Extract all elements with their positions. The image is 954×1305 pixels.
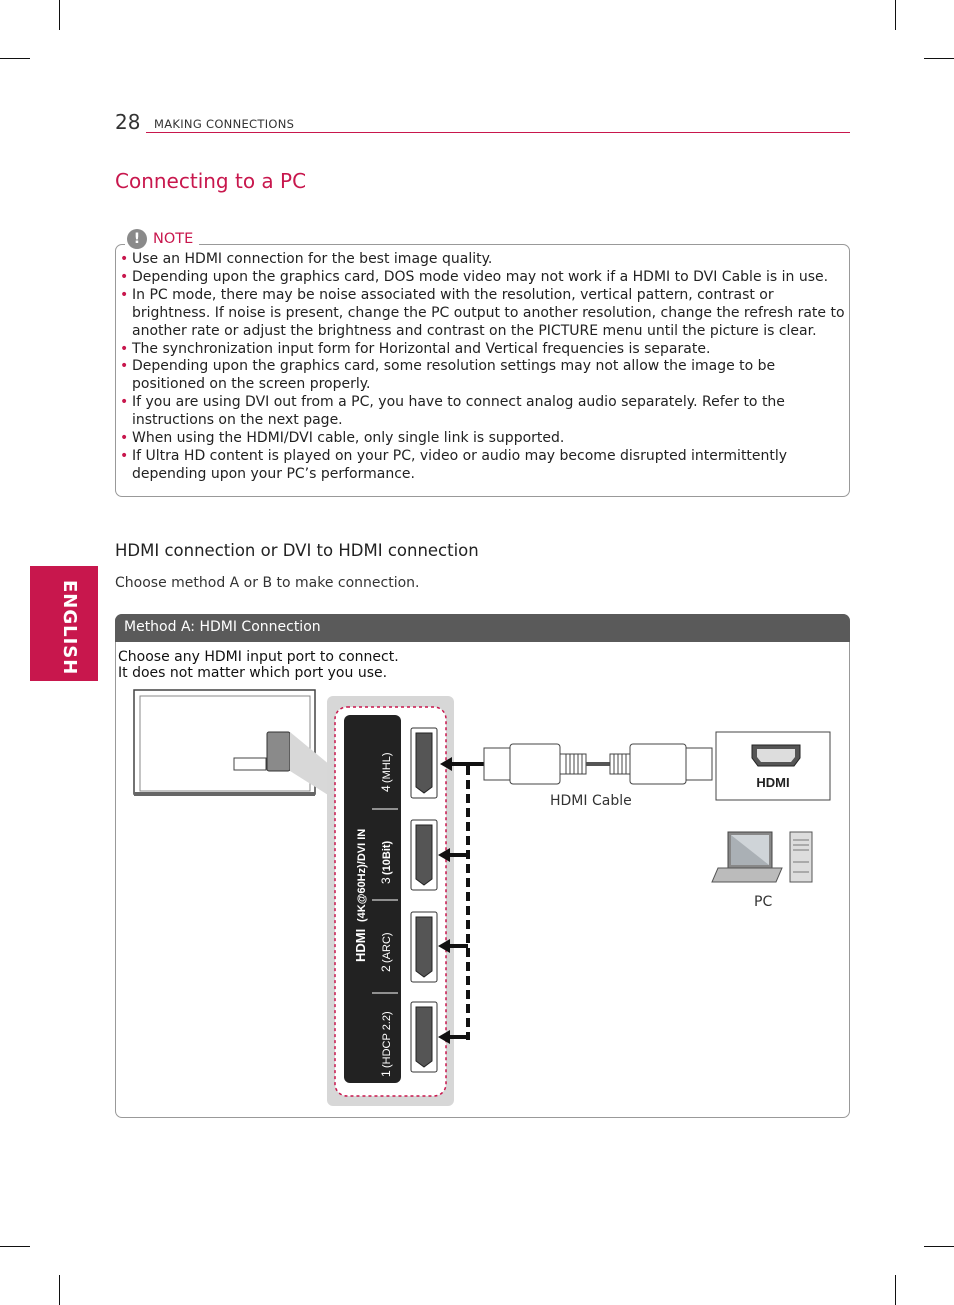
bullet-icon: • [120, 286, 129, 303]
page-title: Connecting to a PC [115, 169, 307, 193]
bullet-icon: • [120, 340, 129, 357]
hdmi-port-2[interactable] [411, 912, 437, 982]
section-name: MAKING CONNECTIONS [154, 117, 295, 131]
bullet-icon: • [120, 394, 129, 411]
panel-hdmi-logo: HDMI [353, 928, 368, 962]
note-item-text: In PC mode, there may be noise associated with the resolution, vertical pattern, contrast or brightness. If noise is present, change the PC output to another resolution, change the refresh rate to another rate or adjust the brightness and contrast on the PICTURE menu until the picture is clear. [132, 286, 845, 339]
tv-back [134, 690, 315, 796]
pc-label: PC [754, 894, 773, 910]
note-item-text: The synchronization input form for Horizontal and Vertical frequencies is separate. [132, 340, 711, 357]
note-item-text: If you are using DVI out from a PC, you have to connect analog audio separately. Refer to the instructions on the next page. [132, 394, 785, 429]
cable-label: HDMI Cable [550, 793, 632, 809]
pc-hdmi-port[interactable] [716, 732, 830, 800]
hdmi-cable [484, 744, 712, 784]
port-number: 1 [379, 1070, 393, 1077]
port-number: 2 [379, 965, 393, 972]
note-item-text: Use an HDMI connection for the best image quality. [132, 251, 493, 267]
port-number: 4 [379, 785, 393, 792]
pc-icon [712, 832, 812, 882]
port-number: 3 [379, 877, 393, 884]
port-label: (10Bit) [381, 840, 393, 875]
bullet-icon: • [120, 447, 129, 464]
note-label: NOTE [153, 231, 194, 247]
port-label: (HDCP 2.2) [381, 1011, 393, 1068]
language-tab-label: ENGLISH [59, 580, 80, 676]
note-item-text: Depending upon the graphics card, DOS mode video may not work if a HDMI to DVI Cable is in use. [132, 268, 829, 285]
panel-label: (4K@60Hz)/DVI IN [356, 828, 368, 922]
exclamation-icon: ! [127, 229, 147, 249]
bullet-icon: • [120, 358, 129, 375]
bullet-icon: • [120, 430, 129, 447]
hdmi-port-3[interactable] [411, 820, 437, 890]
note-item-text: If Ultra HD content is played on your PC, video or audio may become disrupted intermittently depending upon your PC’s performance. [132, 447, 788, 482]
hdmi-port-1[interactable] [411, 1002, 437, 1072]
hdmi-port-4[interactable] [411, 728, 437, 798]
note-item-text: When using the HDMI/DVI cable, only single link is supported. [132, 430, 565, 447]
pc-hdmi-label: HDMI [756, 775, 790, 790]
bullet-icon: • [120, 268, 129, 285]
port-label: (ARC) [381, 932, 393, 963]
method-a-desc-line: Choose any HDMI input port to connect. [118, 649, 399, 665]
page-number: 28 [115, 110, 141, 134]
port-label: (MHL) [381, 752, 393, 783]
note-item-text: Depending upon the graphics card, some resolution settings may not allow the image to be positioned on the screen properly. [132, 358, 776, 393]
subsection-intro: Choose method A or B to make connection. [115, 575, 420, 591]
subsection-title: HDMI connection or DVI to HDMI connection [115, 541, 479, 560]
method-a-desc-line: It does not matter which port you use. [118, 665, 388, 681]
method-a-title: Method A: HDMI Connection [124, 619, 321, 635]
bullet-icon: • [120, 251, 129, 267]
